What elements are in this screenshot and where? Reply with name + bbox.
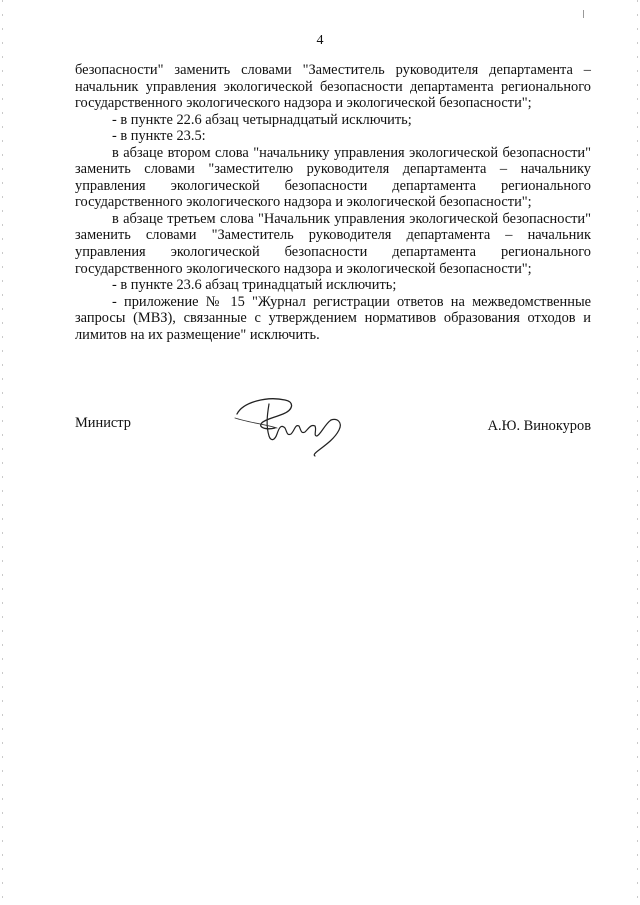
paragraph-item-23-5: - в пункте 23.5:: [112, 128, 206, 145]
document-body: [75, 62, 591, 343]
paragraph-appendix-15: - приложение № 15 "Журнал регистрации ответов на межведомственные запросы (МВЗ), связанные с утверждением нормативов образования отходов и лимитов на их размещение" исключить.: [75, 293, 591, 343]
paragraph-item-23-6: - в пункте 23.6 абзац тринадцатый исключить;: [112, 277, 397, 294]
paragraph-continuation: безопасности" заменить словами "Заместитель руководителя департамента – начальник управления экологической безопасности департамента регионального государственного экологического надзора и экологической безопасности";: [75, 62, 591, 112]
signatory-title: Министр: [75, 415, 131, 431]
scan-edge-right: [637, 0, 638, 905]
scan-edge-left: [2, 0, 3, 905]
paragraph-item-22-6: - в пункте 22.6 абзац четырнадцатый исключить;: [112, 111, 412, 128]
margin-tick-mark: [583, 10, 584, 18]
paragraph-abzac-second: в абзаце втором слова "начальнику управления экологической безопасности" заменить словами "заместителю руководителя департамента – начальнику управления экологической безопасности департамента регионального государственного экологического надзора и экологической безопасности";: [75, 144, 591, 211]
handwritten-signature: [233, 394, 353, 460]
page-number: 4: [316, 33, 324, 48]
signatory-name: А.Ю. Винокуров: [487, 418, 591, 434]
signature-block: [75, 410, 591, 470]
paragraph-abzac-third: в абзаце третьем слова "Начальник управления экологической безопасности" заменить словами "Заместитель руководителя департамента – начальник управления экологической безопасности департамента регионального государственного экологического надзора и экологической безопасности";: [75, 210, 591, 277]
